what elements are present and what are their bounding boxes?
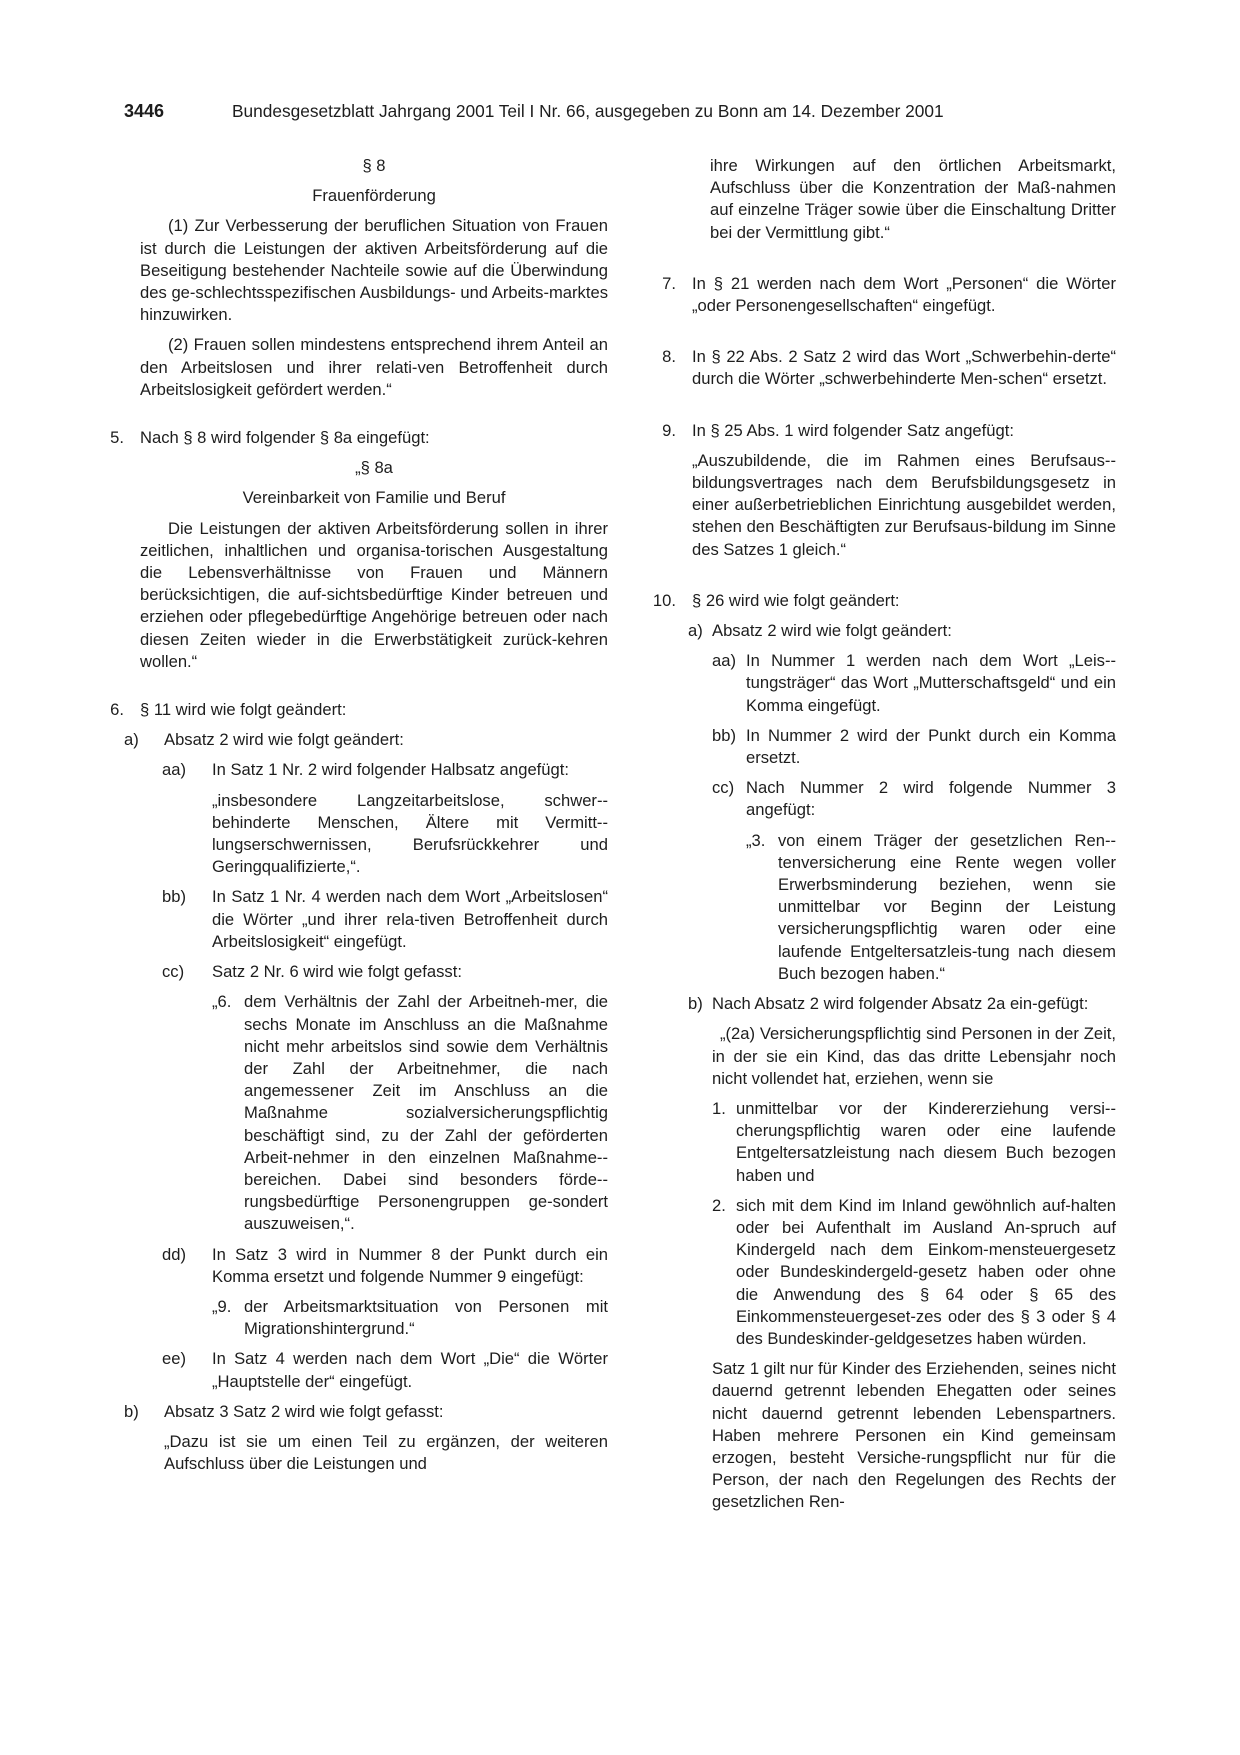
cc-quote-item-3 — [746, 830, 1116, 985]
quote-text: sich mit dem Kind im Inland gewöhnlich auf-halten oder bei Aufenthalt im Ausland An-spruch auf Kindergeld nach dem Einkom-mensteuergesetz oder Bundeskindergeld-gesetz haben oder ohne die Anwendung des § 64 oder § 65 des Einkommensteuergeset-zes oder des § 3 oder § 4 des Bundeskinder-geldgesetzes haben würden. — [736, 1195, 1116, 1348]
item-text: In § 21 werden nach dem Wort „Personen“ die Wörter „oder Personengesellschaften“ eingefügt. — [692, 273, 1116, 316]
section-8-heading: § 8 — [362, 156, 386, 175]
list-item-10a-cc — [712, 777, 1116, 821]
section-8a-title: Vereinbarkeit von Familie und Beruf — [242, 488, 506, 508]
quote-number: „6. — [212, 992, 232, 1012]
item-number: 5. — [110, 428, 124, 448]
list-item-9 — [632, 420, 1116, 442]
section-8-paragraph-2: (2) Frauen sollen mindestens entsprechend ihrem Anteil an den Arbeitslosen und ihrer relati-ven Betroffenheit durch Arbeitslosigkeit gefördert werden.“ — [140, 335, 608, 399]
item-text: In § 22 Abs. 2 Satz 2 wird das Wort „Schwerbehin-derte“ durch die Wörter „schwerbehinderte Men-schen“ ersetzt. — [692, 347, 1116, 389]
list-item-8 — [632, 346, 1116, 390]
item-text: Nach Absatz 2 wird folgender Absatz 2a ein-gefügt: — [712, 994, 1089, 1014]
item-letter: b) — [124, 1401, 139, 1421]
aa-quote: „insbesondere Langzeitarbeitslose, schwer-behinderte Menschen, Ältere mit Vermitt-lungserschwernissen, Berufsrückkehrer und Geringqualifizierte,“. — [212, 790, 608, 877]
item-letter: cc) — [162, 962, 185, 982]
item-number: 9. — [662, 420, 676, 440]
dd-quote-item-9 — [212, 1296, 608, 1340]
item-text: § 11 wird wie folgt geändert: — [140, 700, 347, 720]
list-item-6 — [96, 699, 608, 721]
list-item-5 — [96, 427, 608, 449]
item-text: Absatz 2 wird wie folgt geändert: — [712, 621, 952, 641]
item-9-quote: „Auszubildende, die im Rahmen eines Berufsaus-bildungsvertrages nach dem Berufsbildungsgesetz in einer außerbetrieblichen Einrichtung ausgebildet werden, stehen den Beschäftigten zur Berufsaus-bildung im Sinne des Satzes 1 gleich.“ — [692, 450, 1116, 559]
running-header — [124, 101, 1024, 129]
item-number: 10. — [652, 590, 676, 610]
list-item-7 — [632, 273, 1116, 317]
item-text: Satz 2 Nr. 6 wird wie folgt gefasst: — [212, 962, 462, 982]
item-number: 6. — [110, 700, 124, 720]
satz-1-paragraph: Satz 1 gilt nur für Kinder des Erziehenden, seines nicht dauernd getrennt lebenden Ehegatten oder seines nicht dauernd getrennt lebenden Lebenspartners. Haben mehrere Personen ein Kind gemeinsam erzogen, besteht Versiche-rungspflicht nur für die Person, der nach den Regelungen des Rechts der gesetzlichen Ren- — [712, 1359, 1117, 1512]
quote-number: „9. — [212, 1296, 232, 1316]
item-text: In Nummer 2 wird der Punkt durch ein Komma ersetzt. — [746, 725, 1116, 768]
list-item-6a-bb — [162, 886, 608, 953]
item-text: Absatz 2 wird wie folgt geändert: — [164, 730, 404, 750]
list-item-10a — [688, 620, 1116, 642]
section-8-title: Frauenförderung — [312, 186, 436, 206]
item-text: Absatz 3 Satz 2 wird wie folgt gefasst: — [164, 1401, 444, 1421]
item-text: Nach Nummer 2 wird folgende Nummer 3 angefügt: — [746, 778, 1116, 820]
item-text: § 26 wird wie folgt geändert: — [692, 590, 900, 610]
item-number: 8. — [662, 347, 676, 367]
item-text: In Satz 4 werden nach dem Wort „Die“ die Wörter „Hauptstelle der“ eingefügt. — [212, 1349, 608, 1391]
item-letter: cc) — [712, 778, 735, 798]
item-letter: a) — [688, 621, 703, 641]
list-item-6a — [124, 729, 608, 751]
list-item-10a-bb — [712, 725, 1116, 769]
quote-text: dem Verhältnis der Zahl der Arbeitneh-mer, die sechs Monate im Anschluss an die Maßnahme nicht mehr arbeitslos sind sowie dem Verhältnis der Zahl der Arbeitnehmer, die nach angemessener Zeit im Anschluss an die Maßnahme sozialversicherungspflichtig beschäftigt sind, zu der Zahl der geförderten Arbeit-nehmer in den einzelnen Maßnahme-bereichen. Dabei sind besonders förde-rungsbedürftige Personengruppen ge-sondert auszuweisen,“. — [244, 992, 608, 1234]
list-item-10 — [632, 590, 1116, 612]
list-item-6a-aa — [162, 759, 608, 781]
b-quote: „Dazu ist sie um einen Teil zu ergänzen, der weiteren Aufschluss über die Leistungen und — [164, 1431, 608, 1474]
item-text: Nach § 8 wird folgender § 8a eingefügt: — [140, 428, 430, 448]
item-text: In Satz 1 Nr. 2 wird folgender Halbsatz angefügt: — [212, 760, 569, 780]
list-item-6a-ee — [162, 1348, 608, 1392]
list-item-10a-aa — [712, 650, 1116, 717]
quote-text: der Arbeitsmarktsituation von Personen mit Migrationshintergrund.“ — [244, 1296, 608, 1339]
cc-quote-item-6 — [212, 991, 608, 1235]
item-text: In Satz 1 Nr. 4 werden nach dem Wort „Arbeitslosen“ die Wörter „und ihrer rela-tiven Betroffenheit durch Arbeitslosigkeit“ eingefügt. — [212, 887, 608, 951]
b-quote-item-2 — [712, 1195, 1116, 1350]
item-letter: dd) — [162, 1244, 186, 1264]
item-text: In Nummer 1 werden nach dem Wort „Leis-tungsträger“ das Wort „Mutterschaftsgeld“ und ein Komma eingefügt. — [746, 651, 1116, 715]
left-column — [110, 155, 608, 1483]
gazette-title: Bundesgesetzblatt Jahrgang 2001 Teil I Nr. 66, ausgegeben zu Bonn am 14. Dezember 2001 — [232, 101, 944, 121]
item-letter: b) — [688, 994, 703, 1014]
list-item-10b — [688, 993, 1116, 1015]
item-letter: aa) — [712, 651, 736, 671]
right-column — [632, 155, 1116, 1522]
page-number: 3446 — [124, 101, 165, 121]
item-letter: bb) — [162, 887, 186, 907]
quote-text: von einem Träger der gesetzlichen Ren-tenversicherung eine Rente wegen voller Erwerbsminderung beziehen, wenn sie unmittelbar vor Beginn der Leistung versicherungspflichtig waren oder eine laufende Entgeltersatzleis-tung nach diesem Buch bezogen haben.“ — [778, 830, 1116, 983]
quote-text: unmittelbar vor der Kindererziehung versi-cherungspflichtig waren oder eine laufende Entgeltersatzleistung nach diesem Buch bezogen haben und — [736, 1098, 1116, 1185]
section-8a-text: Die Leistungen der aktiven Arbeitsförderung sollen in ihrer zeitlichen, inhaltlichen und organisa-torischen Ausgestaltung die Lebensverhältnisse von Frauen und Männern berücksichtigen, die auf-sichtsbedürftige Kinder betreuen und erziehen oder pflegebedürftige Angehörige betreuen oder nach diesen Zeiten wieder in die Erwerbstätigkeit zurück-kehren wollen.“ — [140, 518, 608, 671]
item-letter: bb) — [712, 725, 736, 745]
list-item-6a-cc — [162, 961, 608, 983]
item-letter: aa) — [162, 760, 186, 780]
continued-text: ihre Wirkungen auf den örtlichen Arbeitsmarkt, Aufschluss über die Konzentration der Maß-nahmen auf einzelne Träger sowie über die Einschaltung Dritter bei der Vermittlung gibt.“ — [710, 156, 1116, 242]
item-text: In Satz 3 wird in Nummer 8 der Punkt durch ein Komma ersetzt und folgende Nummer 9 eingefügt: — [212, 1244, 608, 1286]
list-item-6b — [124, 1401, 608, 1423]
list-item-6a-dd — [162, 1244, 608, 1288]
section-8-paragraph-1: (1) Zur Verbesserung der beruflichen Situation von Frauen ist durch die Leistungen der aktiven Arbeitsförderung auf die Beseitigung bestehender Nachteile sowie auf die Überwindung des ge-schlechtsspezifischen Ausbildungs- und Arbeits-marktes hinzuwirken. — [140, 216, 608, 325]
quote-number: 1. — [712, 1098, 726, 1118]
b-quote-item-1 — [712, 1098, 1116, 1187]
quote-number: „3. — [746, 830, 766, 850]
b-quote: „(2a) Versicherungspflichtig sind Personen in der Zeit, in der sie ein Kind, das das dritte Lebensjahr noch nicht vollendet hat, erziehen, wenn sie — [712, 1024, 1116, 1088]
item-letter: a) — [124, 730, 139, 750]
item-number: 7. — [662, 273, 676, 293]
quote-number: 2. — [712, 1195, 726, 1215]
section-8a-heading: „§ 8a — [355, 458, 393, 478]
item-letter: ee) — [162, 1349, 186, 1369]
item-text: In § 25 Abs. 1 wird folgender Satz angefügt: — [692, 420, 1014, 440]
